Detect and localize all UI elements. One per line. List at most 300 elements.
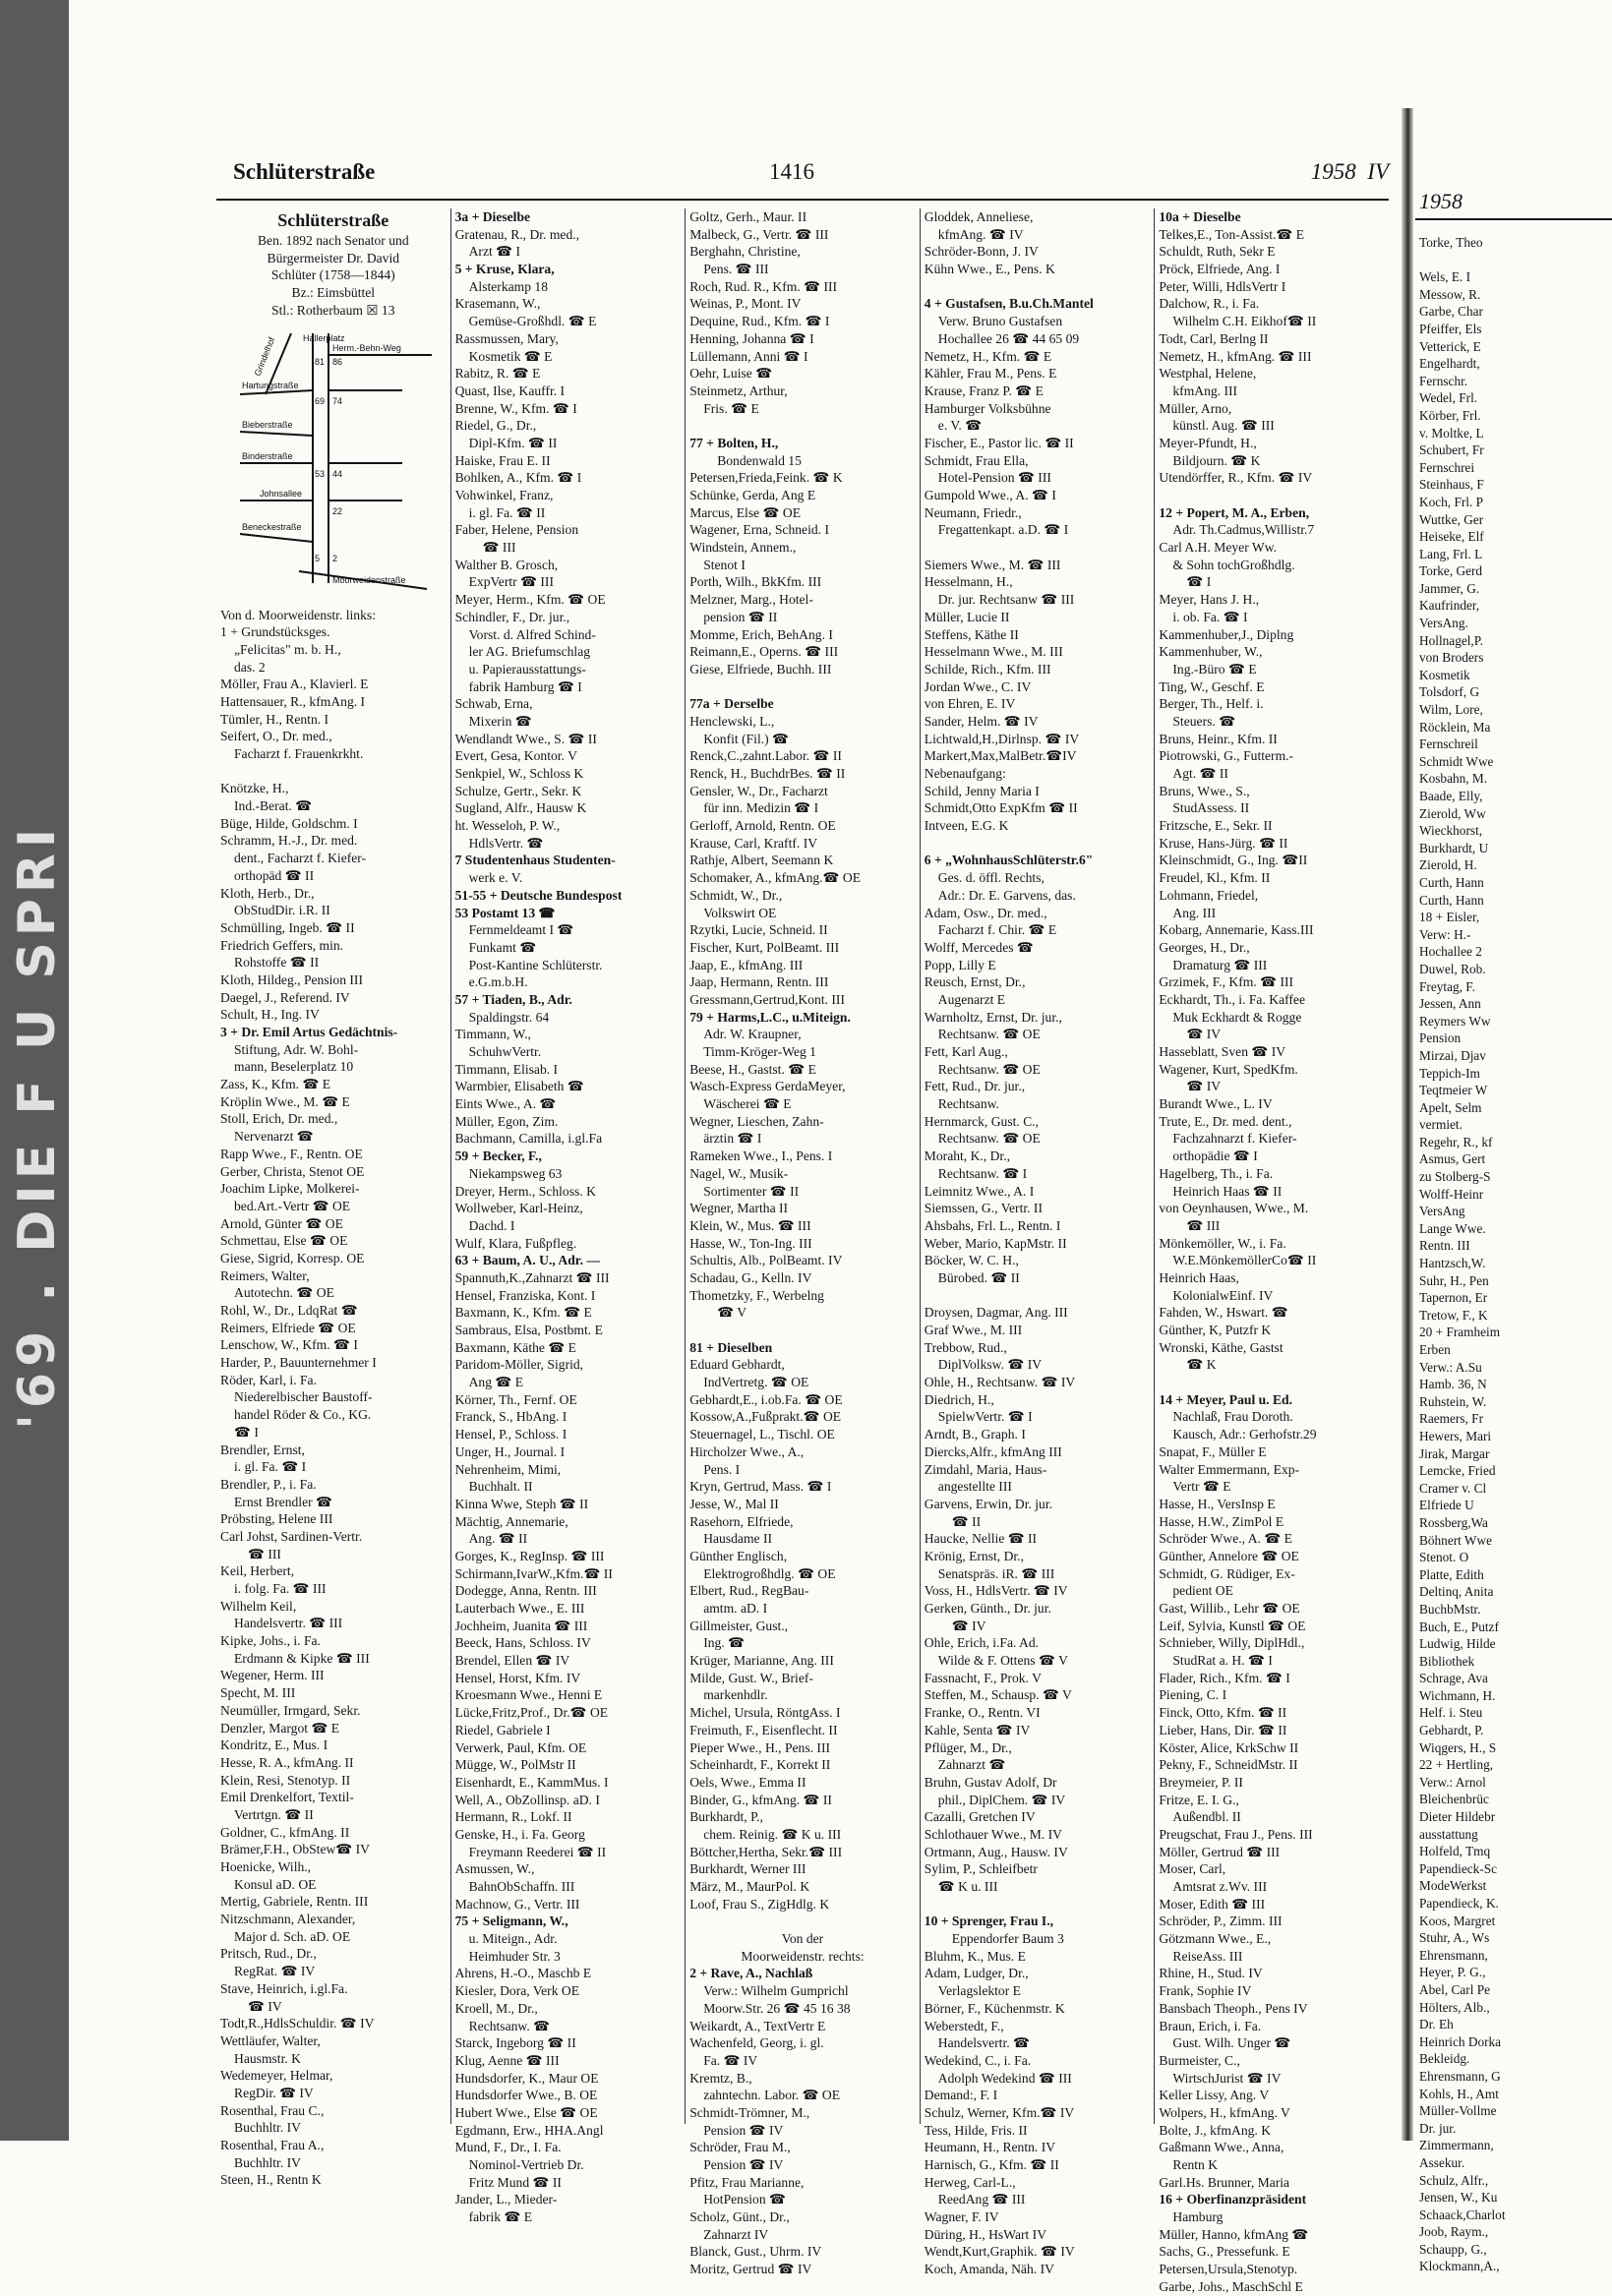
- directory-entry: Daegel, J., Referend. IV: [220, 989, 350, 1005]
- directory-entry: Hensel, Horst, Kfm. IV: [454, 1670, 581, 1685]
- next-page-entry: Duwel, Rob.: [1419, 961, 1486, 976]
- directory-entry: Kondritz, E., Mus. I: [220, 1737, 328, 1753]
- next-page-entry: zu Stolberg-S: [1419, 1169, 1491, 1185]
- directory-entry: Joachim Lipke, Molkerei-: [220, 1181, 360, 1197]
- directory-entry: Gensler, W., Dr., Facharzt: [689, 783, 828, 798]
- directory-entry: Agt. ☎ II: [1172, 766, 1228, 781]
- directory-entry: Ang. III: [1172, 905, 1217, 920]
- directory-entry: Krönig, Ernst, Dr.,: [924, 1548, 1024, 1563]
- directory-entry: Stave, Heinrich, i.gl.Fa.: [220, 1980, 348, 1996]
- directory-entry: Steen, H., Rentn K: [220, 2172, 322, 2188]
- next-page-entry: Schubert, Fr: [1419, 442, 1484, 458]
- directory-entry: Wolff, Mercedes ☎: [924, 939, 1034, 955]
- directory-entry: Hasse, W., Ton-Ing. III: [689, 1235, 812, 1251]
- directory-entry: u. Miteign., Adr.: [468, 1931, 558, 1947]
- directory-entry: Henclewski, L.,: [689, 713, 775, 729]
- street-info-line: Bürgermeister Dr. David: [267, 250, 400, 265]
- directory-entry: Zahnarzt ☎: [937, 1757, 1006, 1773]
- street-info-line: Schlüter (1758—1844): [270, 267, 395, 283]
- directory-entry: Autotechn. ☎ OE: [234, 1285, 334, 1301]
- directory-entry: Eisenhardt, E., KammMus. I: [454, 1774, 609, 1790]
- directory-entry: Lauterbach Wwe., E. III: [454, 1601, 585, 1616]
- directory-entry: von Ehren, E. IV: [924, 696, 1016, 712]
- directory-entry: Major d. Sch. aD. OE: [234, 1928, 351, 1944]
- directory-entry: StudRat a. H. ☎ I: [1172, 1653, 1273, 1669]
- directory-entry: Krause, Franz P. ☎ E: [924, 383, 1044, 398]
- directory-entry: Ing. ☎: [703, 1635, 746, 1651]
- next-page-entry: Dr. jur.: [1419, 2120, 1457, 2136]
- directory-entry: Nervenarzt ☎: [234, 1129, 314, 1145]
- directory-entry: Walther B. Grosch,: [454, 557, 559, 572]
- next-page-entry: Wichmann, H.: [1419, 1687, 1496, 1703]
- directory-entry: Baxmann, Käthe ☎ E: [454, 1339, 576, 1355]
- directory-entry: SchuhwVertr.: [468, 1044, 542, 1059]
- directory-entry: ☎ I: [234, 1424, 259, 1440]
- directory-entry: Machnow, G., Vertr. III: [454, 1896, 580, 1912]
- directory-entry: Heinrich Haas,: [1159, 1269, 1239, 1285]
- directory-entry: Nitzschmann, Alexander,: [220, 1912, 356, 1927]
- directory-entry: Demand:, F. I: [924, 2088, 998, 2103]
- map-label-86: 86: [332, 356, 343, 367]
- next-page-entry: Wels, E. I: [1419, 269, 1471, 285]
- directory-entry: Verw.: Wilhelm Gumprichl: [703, 1983, 849, 1999]
- next-page-entry: Burkhardt, U: [1419, 840, 1489, 855]
- directory-entry: Arnold, Günter ☎ OE: [220, 1215, 343, 1231]
- directory-entry: Denzler, Margot ☎ E: [220, 1720, 340, 1736]
- next-page-entry: VersAng.: [1419, 616, 1468, 631]
- next-page-entry: Jessen, Ann: [1419, 996, 1481, 1012]
- directory-entry: Hochallee 26 ☎ 44 65 09: [937, 330, 1080, 346]
- map-street-bieber: [240, 432, 313, 436]
- directory-entry: Popp, Lilly E: [924, 957, 996, 972]
- directory-entry: Wasch-Express GerdaMeyer,: [689, 1079, 846, 1094]
- directory-entry: Schirmann,IvarW.,Kfm.☎ II: [454, 1565, 613, 1581]
- house-number-entry: 2 + Rave, A., Nachlaß: [689, 1966, 813, 1981]
- directory-entry: Hernmarck, Gust. C.,: [924, 1113, 1040, 1129]
- directory-entry: Klein, Resi, Stenotyp. II: [220, 1772, 351, 1788]
- directory-page: [110, 118, 1389, 2294]
- directory-entry: Ing.-Büro ☎ E: [1172, 661, 1257, 677]
- directory-entry: Evert, Gesa, Kontor. V: [454, 748, 577, 764]
- next-page-entry: Lang, Frl. L: [1419, 546, 1483, 561]
- directory-entry: Moorweidenstr. rechts:: [741, 1948, 865, 1964]
- directory-entry: Lichtwald,H.,Dirlnsp. ☎ IV: [924, 731, 1080, 746]
- directory-entry: Brämer,F.H., ObStew☎ IV: [220, 1842, 370, 1857]
- house-number-entry: 10 + Sprenger, Frau I.,: [924, 1913, 1054, 1929]
- next-page-entry: Jammer, G.: [1419, 580, 1480, 596]
- directory-entry: Burandt Wwe., L. IV: [1159, 1096, 1273, 1112]
- directory-entry: Rathje, Albert, Seemann K: [689, 853, 834, 868]
- directory-entry: ärztin ☎ I: [703, 1131, 762, 1147]
- directory-entry: Handelsvertr. ☎: [937, 2035, 1030, 2051]
- directory-entry: Berghahn, Christine,: [689, 244, 801, 260]
- directory-entry: Piotrowski, G., Futterm.-: [1159, 748, 1294, 764]
- directory-entry: Adam, Osw., Dr. med.,: [924, 905, 1047, 920]
- next-page-entry: Hölters, Alb.,: [1419, 1999, 1490, 2015]
- directory-entry: Neumüller, Irmgard, Sekr.: [220, 1702, 361, 1718]
- directory-entry: Heimhuder Str. 3: [468, 1948, 561, 1964]
- directory-entry: Gorges, K., RegInsp. ☎ III: [454, 1548, 605, 1563]
- directory-entry: ☎ V: [717, 1305, 747, 1321]
- directory-entry: Quast, Ilse, Kauffr. I: [454, 383, 566, 398]
- directory-entry: Scheinhardt, F., Korrekt II: [689, 1757, 831, 1773]
- directory-entry: Steuernagel, L., Tischl. OE: [689, 1427, 835, 1442]
- volume: IV: [1367, 159, 1389, 184]
- directory-entry: Günther, K, Putzfr K: [1159, 1323, 1272, 1337]
- directory-entry: Rasehorn, Elfriede,: [689, 1513, 794, 1529]
- directory-entry: von Oeynhausen, Wwe., M.: [1159, 1201, 1309, 1216]
- directory-entry: HotPension ☎: [703, 2192, 786, 2208]
- directory-entry: Schmidt, Frau Ella,: [924, 452, 1029, 468]
- directory-entry: Schmidt, G. Rüdiger, Ex-: [1159, 1565, 1295, 1581]
- directory-entry: Warnholtz, Ernst, Dr. jur.,: [924, 1009, 1062, 1025]
- directory-entry: Bondenwald 15: [717, 452, 802, 468]
- directory-entry: Hubert Wwe., Else ☎ OE: [454, 2104, 598, 2120]
- directory-entry: Schomaker, A., kfmAng.☎ OE: [689, 870, 862, 886]
- directory-entry: Fahden, W., Hswart. ☎: [1159, 1305, 1288, 1321]
- next-page-entry: Verw.: Arnol: [1419, 1774, 1486, 1790]
- house-number-entry: 12 + Popert, M. A., Erben,: [1159, 504, 1310, 520]
- directory-entry: Schmülling, Ingeb. ☎ II: [220, 919, 355, 935]
- directory-entry: orthopäd ☎ II: [234, 867, 315, 883]
- directory-entry: Egdmann, Erw., HHA.Angl: [454, 2122, 604, 2138]
- directory-entry: Preugschat, Frau J., Pens. III: [1159, 1826, 1313, 1842]
- next-page-entry: Erben: [1419, 1342, 1451, 1357]
- map-label-53: 53: [315, 468, 326, 479]
- directory-entry: Meyer-Pfundt, H.,: [1159, 435, 1257, 450]
- directory-entry: Dalchow, R., i. Fa.: [1159, 296, 1260, 312]
- directory-entry: Jaap, Hermann, Rentn. III: [689, 974, 829, 990]
- directory-entry: Nemetz, H., kfmAng. ☎ III: [1159, 348, 1312, 364]
- directory-entry: Kobarg, Annemarie, Kass.III: [1159, 922, 1314, 938]
- directory-entry: Beeck, Hans, Schloss. IV: [454, 1635, 591, 1651]
- next-page-lines: [1419, 234, 1506, 2275]
- directory-entry: Sugland, Alfr., Hausw K: [454, 800, 587, 816]
- next-page-entry: Stenot. O: [1419, 1550, 1469, 1565]
- directory-entry: Fachzahnarzt f. Kiefer-: [1172, 1131, 1297, 1147]
- directory-entry: Niekampsweg 63: [468, 1165, 563, 1181]
- directory-entry: Timm-Kröger-Weg 1: [703, 1044, 816, 1059]
- directory-entry: Schmidt,Otto ExpKfm ☎ II: [924, 800, 1078, 816]
- next-page-entry: Curth, Hann: [1419, 874, 1484, 890]
- next-page-entry: Elfriede U: [1419, 1498, 1474, 1513]
- directory-entry: Senkpiel, W., Schloss K: [454, 766, 584, 781]
- directory-entry: Wendlandt Wwe., S. ☎ II: [454, 731, 597, 746]
- directory-entry: Arzt ☎ I: [468, 244, 521, 260]
- directory-entry: Nagel, W., Musik-: [689, 1165, 789, 1181]
- house-number-entry: 3 + Dr. Emil Artus Gedächtnis-: [220, 1025, 398, 1040]
- next-page-entry: Teqtmeier W: [1419, 1083, 1488, 1098]
- directory-entry: ☎ III: [1186, 1217, 1221, 1233]
- directory-entry: Henning, Johanna ☎ I: [689, 330, 814, 346]
- directory-entry: Warmbier, Elisabeth ☎: [454, 1079, 584, 1094]
- directory-entry: Keil, Herbert,: [220, 1563, 295, 1579]
- directory-entry: Adr.: Dr. E. Garvens, das.: [937, 887, 1076, 903]
- directory-entry: Freudel, Kl., Kfm. II: [1159, 870, 1271, 886]
- directory-entry: Adam, Ludger, Dr.,: [924, 1966, 1029, 1981]
- directory-entry: Gressmann,Gertrud,Kont. III: [689, 991, 845, 1007]
- next-page-entry: Helf. i. Steu: [1419, 1705, 1483, 1721]
- directory-entry: Mächtig, Annemarie,: [454, 1513, 568, 1529]
- directory-entry: Hesse, R. A., kfmAng. II: [220, 1754, 354, 1770]
- directory-entry: zahntechn. Labor. ☎ OE: [703, 2088, 841, 2103]
- directory-entry: für inn. Medizin ☎ I: [703, 800, 819, 816]
- directory-entry: Jochheim, Juanita ☎ III: [454, 1618, 588, 1633]
- directory-entry: & Sohn tochGroßhdlg.: [1172, 557, 1295, 572]
- binding-text: '69 . DIE F U SPRI: [8, 822, 67, 1430]
- directory-entry: Ting, W., Geschf. E: [1159, 678, 1265, 694]
- directory-entry: Facharzt f. Frauenkrkht.: [234, 746, 364, 762]
- directory-entry: Goldner, C., kfmAng. II: [220, 1824, 350, 1840]
- directory-entry: Hircholzer Wwe., A.,: [689, 1443, 805, 1459]
- directory-entry: Giese, Elfriede, Buchh. III: [689, 661, 832, 677]
- directory-entry: Buchhltr. IV: [234, 2120, 301, 2136]
- map-label-5: 5: [315, 553, 321, 563]
- directory-entry: Hermann, R., Lokf. II: [454, 1809, 572, 1825]
- directory-entry: Kausch, Adr.: Gerhofstr.29: [1172, 1427, 1317, 1442]
- next-page-entry: Klockmann,A.,: [1419, 2259, 1500, 2274]
- directory-entry: Carl Johst, Sardinen-Vertr.: [220, 1528, 363, 1544]
- directory-entry: Wegner, Martha II: [689, 1201, 789, 1216]
- next-page-entry: von Broders: [1419, 650, 1484, 666]
- listing-column-5: [1154, 208, 1389, 2294]
- next-page-entry: Müller-Vollme: [1419, 2103, 1497, 2119]
- directory-entry: Günther, Annelore ☎ OE: [1159, 1548, 1299, 1563]
- directory-entry: Wäscherei ☎ E: [703, 1096, 792, 1112]
- next-page-entry: Ehrensmann, G: [1419, 2068, 1501, 2084]
- next-page-entry: Wuttke, Ger: [1419, 511, 1484, 527]
- house-number-entry: 79 + Harms,L.C., u.Miteign.: [689, 1009, 851, 1025]
- directory-entry: Pieper Wwe., H., Pens. III: [689, 1739, 831, 1755]
- listing-column-4: [920, 208, 1155, 2277]
- directory-entry: Harder, P., Bauunternehmer I: [220, 1355, 377, 1371]
- header-rule: [216, 199, 1389, 201]
- street-map-diagram: [230, 325, 437, 601]
- directory-entry: Siemssen, G., Vertr. II: [924, 1201, 1043, 1216]
- directory-entry: Hagelberg, Th., i. Fa.: [1159, 1165, 1274, 1181]
- directory-entry: Fett, Karl Aug.,: [924, 1044, 1008, 1059]
- next-page-entry: Steinhaus, F: [1419, 477, 1484, 493]
- directory-entry: Senatspräs. iR. ☎ III: [937, 1565, 1055, 1581]
- directory-entry: HdlsVertr. ☎: [468, 835, 544, 851]
- directory-entry: Ahsbahs, Frl. L., Rentn. I: [924, 1217, 1061, 1233]
- directory-entry: Rechtsanw. ☎ OE: [937, 1027, 1041, 1042]
- directory-entry: Kloth, Herb., Dr.,: [220, 885, 315, 901]
- directory-entry: Herweg, Carl-L.,: [924, 2174, 1016, 2190]
- directory-entry: Breymeier, P. II: [1159, 1774, 1243, 1790]
- directory-entry: Jaap, E., kfmAng. III: [689, 957, 804, 972]
- directory-entry: Von der: [781, 1931, 824, 1947]
- directory-entry: Wachenfeld, Georg, i. gl.: [689, 2035, 824, 2051]
- directory-entry: Körner, Th., Fernf. OE: [454, 1391, 577, 1407]
- directory-entry: Moser, Carl,: [1159, 1861, 1226, 1877]
- directory-entry: Eints Wwe., A. ☎: [454, 1096, 557, 1112]
- directory-entry: Möller, Frau A., Klavierl. E: [220, 677, 369, 692]
- directory-entry: ht. Wesseloh, P. W.,: [454, 818, 561, 834]
- next-page-entry: Hewers, Mari: [1419, 1428, 1492, 1443]
- directory-entry: Bluhm, K., Mus. E: [924, 1948, 1026, 1964]
- directory-entry: dent., Facharzt f. Kiefer-: [234, 851, 367, 866]
- directory-entry: Schünke, Gerda, Ang E: [689, 488, 816, 502]
- next-page-entry: Zierold, H.: [1419, 857, 1477, 873]
- directory-entry: Ges. d. öffl. Rechts,: [937, 870, 1045, 886]
- directory-entry: Franck, S., HbAng. I: [454, 1409, 567, 1425]
- directory-entry: Georges, H., Dr.,: [1159, 939, 1250, 955]
- directory-entry: Oels, Wwe., Emma II: [689, 1774, 806, 1790]
- next-page-entry: Torke, Gerd: [1419, 563, 1483, 579]
- directory-entry: ☎ III: [482, 540, 516, 556]
- directory-entry: Cazalli, Gretchen IV: [924, 1809, 1036, 1825]
- directory-entry: Fritzsche, E., Sekr. II: [1159, 818, 1273, 834]
- directory-entry: Kinna Wwe, Steph ☎ II: [454, 1496, 589, 1511]
- directory-entry: Büge, Hilde, Goldschm. I: [220, 815, 358, 831]
- directory-entry: Rechtsanw. ☎ OE: [937, 1061, 1041, 1077]
- directory-entry: Wendt,Kurt,Graphik. ☎ IV: [924, 2244, 1075, 2260]
- directory-entry: Fischer, Kurt, PolBeamt. III: [689, 939, 840, 955]
- directory-entry: Reimers, Walter,: [220, 1267, 310, 1283]
- directory-entry: Eppendorfer Baum 3: [951, 1931, 1064, 1947]
- directory-entry: Klein, W., Mus. ☎ III: [689, 1217, 811, 1233]
- directory-entry: Westphal, Helene,: [1159, 366, 1257, 382]
- directory-entry: Schlothauer Wwe., M. IV: [924, 1826, 1062, 1842]
- next-page-entry: Bekleidg.: [1419, 2051, 1470, 2067]
- directory-entry: Koch, Amanda, Näh. IV: [924, 2262, 1054, 2277]
- directory-entry: Verwerk, Paul, Kfm. OE: [454, 1739, 587, 1755]
- directory-entry: Ang. ☎ II: [468, 1531, 528, 1547]
- directory-entry: Moorw.Str. 26 ☎ 45 16 38: [703, 2000, 851, 2016]
- directory-entry: Lieber, Hans, Dir. ☎ II: [1159, 1722, 1287, 1737]
- directory-entry: Spannuth,K.,Zahnarzt ☎ III: [454, 1269, 610, 1285]
- directory-entry: Brenne, W., Kfm. ☎ I: [454, 400, 577, 416]
- directory-entry: Melzner, Marg., Hotel-: [689, 592, 813, 608]
- directory-entry: Niederelbischer Baustoff-: [234, 1389, 373, 1405]
- next-page-entry: Buch, E., Putzf: [1419, 1619, 1499, 1634]
- next-page-entry: Fernschr.: [1419, 373, 1468, 388]
- directory-entry: Rohl, W., Dr., LdqRat ☎: [220, 1303, 358, 1319]
- directory-entry: Snapat, F., Müller E: [1159, 1443, 1267, 1459]
- binding-strip: [0, 0, 69, 2141]
- directory-entry: Moser, Edith ☎ III: [1159, 1896, 1266, 1912]
- directory-entry: [925, 835, 1151, 853]
- directory-entry: Berger, Th., Helf. i.: [1159, 696, 1264, 712]
- directory-entry: Kloth, Hildeg., Pension III: [220, 971, 363, 987]
- directory-entry: Fernmeldeamt I ☎: [468, 922, 574, 938]
- directory-entry: Hundsdorfer Wwe., B. OE: [454, 2088, 598, 2103]
- directory-entry: Fritze, E. I. G.,: [1159, 1792, 1239, 1807]
- directory-entry: Lüllemann, Anni ☎ I: [689, 348, 808, 364]
- directory-entry: Wegener, Herm. III: [220, 1668, 325, 1683]
- directory-entry: Kiesler, Dora, Verk OE: [454, 1983, 580, 1999]
- directory-entry: Funkamt ☎: [468, 939, 537, 955]
- next-page-entry: Baade, Elly,: [1419, 789, 1483, 803]
- directory-entry: Pension ☎ IV: [703, 2157, 784, 2172]
- directory-entry: Fett, Rud., Dr. jur.,: [924, 1079, 1026, 1094]
- directory-entry: Steuers. ☎: [1172, 713, 1236, 729]
- next-page-entry: VersAng: [1419, 1204, 1465, 1219]
- directory-entry: [689, 1913, 916, 1930]
- directory-entry: Kröplin Wwe., M. ☎ E: [220, 1093, 350, 1109]
- directory-entry: Spaldingstr. 64: [468, 1009, 550, 1025]
- directory-entry: Blanck, Gust., Uhrm. IV: [689, 2244, 822, 2260]
- next-page-entry: Abel, Carl Pe: [1419, 1981, 1491, 1997]
- next-page-entry: ausstattung: [1419, 1826, 1478, 1842]
- directory-entry: Fregattenkapt. a.D. ☎ I: [937, 522, 1069, 538]
- next-page-sliver: [1413, 108, 1574, 2274]
- directory-entry: Thometzky, F., Werbelng: [689, 1287, 824, 1303]
- directory-entry: Köster, Alice, KrkSchw II: [1159, 1739, 1299, 1755]
- directory-entry: Dipl-Kfm. ☎ II: [468, 435, 558, 450]
- directory-entry: Eduard Gebhardt,: [689, 1357, 785, 1373]
- directory-entry: Wolpers, H., kfmAng. V: [1159, 2104, 1290, 2120]
- next-page-entry: Heiseke, Elf: [1419, 529, 1484, 545]
- directory-entry: Peter, Willi, HdlsVertr I: [1159, 278, 1286, 294]
- directory-entry: Kryn, Gertrud, Mass. ☎ I: [689, 1479, 832, 1495]
- directory-entry: Marcus, Else ☎ OE: [689, 504, 802, 520]
- directory-entry: Wagner, F. IV: [924, 2209, 999, 2225]
- directory-entry: Kähler, Frau M., Pens. E: [924, 366, 1057, 382]
- directory-entry: Schulz, Werner, Kfm.☎ IV: [924, 2104, 1075, 2120]
- house-number-entry: 51-55 + Deutsche Bundespost: [454, 887, 623, 903]
- directory-entry: Todt, Carl, Berlng II: [1159, 330, 1269, 346]
- directory-entry: Garbe, Johs., MaschSchl E: [1159, 2278, 1303, 2294]
- directory-entry: Dramaturg ☎ III: [1172, 957, 1268, 972]
- directory-entry: W.E.MönkemöllerCo☎ II: [1172, 1253, 1317, 1268]
- directory-entry: März, M., MaurPol. K: [689, 1879, 810, 1894]
- directory-entry: Rechtsanw. ☎: [468, 2018, 551, 2033]
- directory-entry: Wegner, Lieschen, Zahn-: [689, 1113, 824, 1129]
- directory-entry: Kossow,A.,Fußprakt.☎ OE: [689, 1409, 842, 1425]
- directory-entry: ExpVertr ☎ III: [468, 574, 554, 590]
- directory-entry: Börner, F., Küchenmstr. K: [924, 2000, 1065, 2016]
- directory-entry: Kammenhuber, W.,: [1159, 644, 1263, 660]
- directory-entry: Stiftung, Adr. W. Bohl-: [234, 1041, 359, 1057]
- directory-entry: IndVertretg. ☎ OE: [703, 1375, 809, 1390]
- directory-entry: Schultis, Alb., PolBeamt. IV: [689, 1253, 843, 1268]
- directory-entry: Weinas, P., Mont. IV: [689, 296, 802, 312]
- directory-entry: Pröbsting, Helene III: [220, 1511, 333, 1527]
- directory-entry: Adolph Wedekind ☎ III: [937, 2070, 1072, 2086]
- listing-column-1: [216, 208, 450, 2188]
- directory-entry: e.G.m.b.H.: [468, 974, 528, 990]
- directory-entry: Müller, Hanno, kfmAng ☎: [1159, 2226, 1309, 2242]
- directory-entry: Gloddek, Anneliese,: [924, 209, 1034, 224]
- directory-entry: Knötzke, H.,: [220, 781, 289, 796]
- directory-entry: Telkes,E., Ton-Assist.☎ E: [1159, 226, 1305, 242]
- directory-entry: Schröder Wwe., A. ☎ E: [1159, 1531, 1292, 1547]
- directory-entry: Rapp Wwe., F., Rentn. OE: [220, 1146, 363, 1161]
- directory-entry: Lohmann, Friedel,: [1159, 887, 1259, 903]
- directory-entry: Walter Emmermann, Exp-: [1159, 1461, 1300, 1477]
- next-page-entry: Ludwig, Hilde: [1419, 1636, 1496, 1652]
- directory-entry: Piening, C. I: [1159, 1687, 1227, 1703]
- directory-entry: Meyer, Herm., Kfm. ☎ OE: [454, 592, 606, 608]
- next-page-entry: Dieter Hildebr: [1419, 1809, 1496, 1825]
- directory-entry: RegRat. ☎ IV: [234, 1964, 316, 1979]
- map-label-herm-behn-weg: Herm.-Behn-Weg: [332, 342, 401, 353]
- directory-entry: [925, 539, 1151, 557]
- street-info: [220, 232, 447, 320]
- directory-entry: Amtsrat z.Wv. III: [1172, 1879, 1268, 1894]
- next-page-entry: Lange Wwe.: [1419, 1220, 1486, 1236]
- directory-entry: Handelsvertr. ☎ III: [234, 1616, 343, 1631]
- next-page-entry: Heinrich Dorka: [1419, 2033, 1502, 2049]
- directory-entry: Seifert, O., Dr. med.,: [220, 729, 332, 744]
- directory-entry: Ernst Brendler ☎: [234, 1494, 332, 1509]
- map-label-beneckestrasse: Beneckestraße: [242, 521, 302, 532]
- directory-entry: Dequine, Rud., Kfm. ☎ I: [689, 314, 830, 329]
- directory-entry: Dr. jur. Rechtsanw ☎ III: [937, 592, 1075, 608]
- street-info-line: Bz.: Eimsbüttel: [291, 285, 376, 301]
